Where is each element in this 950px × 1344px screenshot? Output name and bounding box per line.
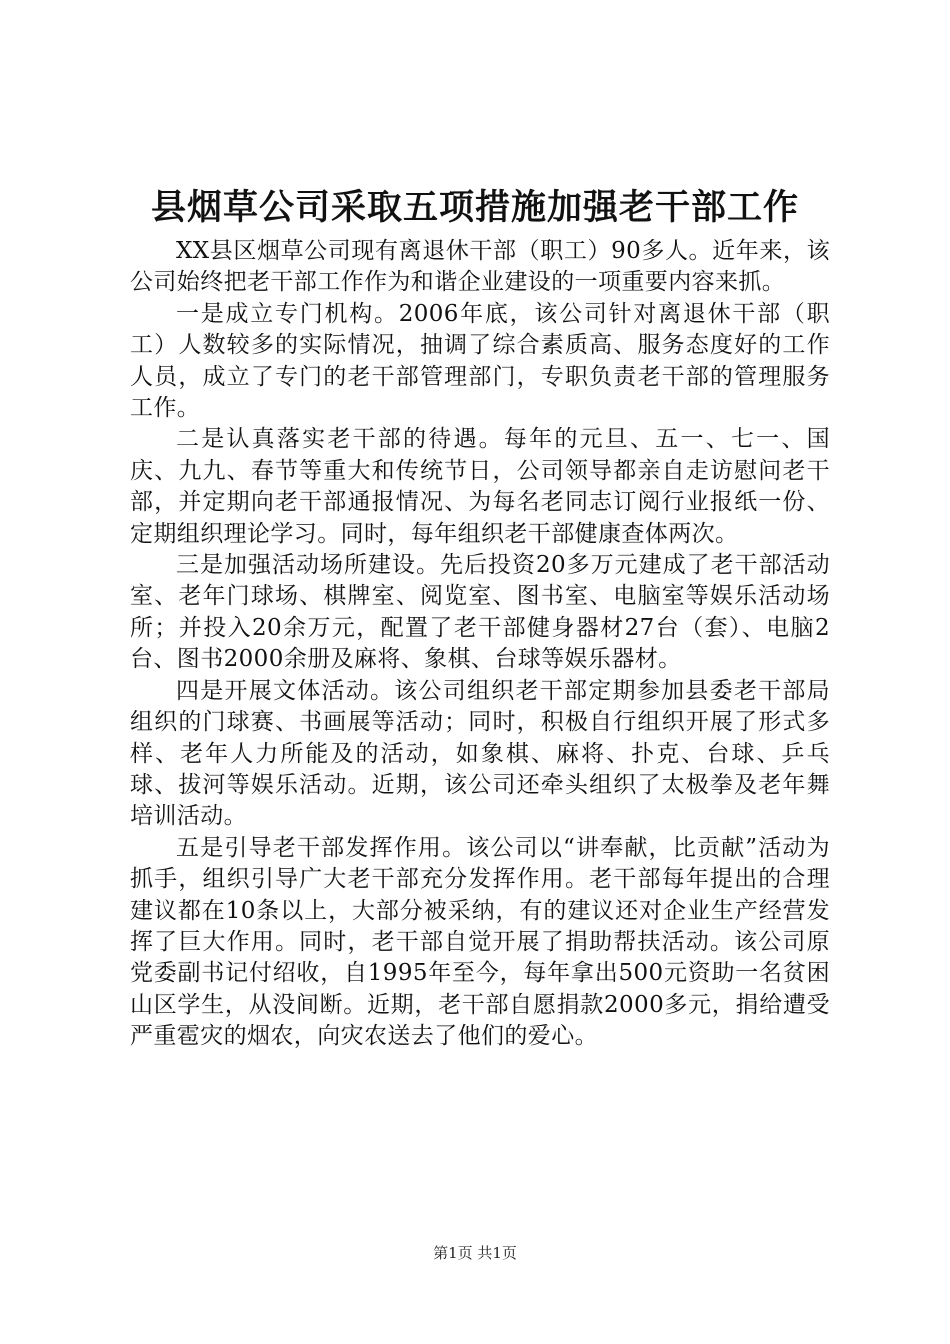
paragraph-measure-1: 一是成立专门机构。2006年底，该公司针对离退休干部（职工）人数较多的实际情况，抽调了综合素质高、服务态度好的工作人员，成立了专门的老干部管理部门，专职负责老干部的管理服务工作。 xyxy=(130,300,830,422)
paragraph-intro: XX县区烟草公司现有离退休干部（职工）90多人。近年来，该公司始终把老干部工作作为和谐企业建设的一项重要内容来抓。 xyxy=(130,238,830,296)
paragraph-measure-3: 三是加强活动场所建设。先后投资20多万元建成了老干部活动室、老年门球场、棋牌室、阅览室、图书室、电脑室等娱乐活动场所；并投入20余万元，配置了老干部健身器材27台（套）、电脑2台、图书2000余册及麻将、象棋、台球等娱乐器材。 xyxy=(130,552,830,673)
paragraph-measure-5: 五是引导老干部发挥作用。该公司以“讲奉献，比贡献”活动为抓手，组织引导广大老干部充分发挥作用。老干部每年提出的合理建议都在10条以上，大部分被采纳，有的建议还对企业生产经营发挥了巨大作用。同时，老干部自觉开展了捐助帮扶活动。该公司原党委副书记付绍收，自1995年至今，每年拿出500元资助一名贫困山区学生，从没间断。近期，老干部自愿捐款2000多元，捐给遭受严重雹灾的烟农，向灾农送去了他们的爱心。 xyxy=(130,834,830,1050)
paragraph-measure-4: 四是开展文体活动。该公司组织老干部定期参加县委老干部局组织的门球赛、书画展等活动；同时，积极自行组织开展了形式多样、老年人力所能及的活动，如象棋、麻将、扑克、台球、乒乓球、拔河等娱乐活动。近期，该公司还牵头组织了太极拳及老年舞培训活动。 xyxy=(130,677,830,830)
document-title: 县烟草公司采取五项措施加强老干部工作 xyxy=(150,187,799,228)
page-footer: 第1页 共1页 xyxy=(433,1244,517,1262)
paragraph-measure-2: 二是认真落实老干部的待遇。每年的元旦、五一、七一、国庆、九九、春节等重大和传统节日，公司领导都亲自走访慰问老干部，并定期向老干部通报情况、为每名老同志订阅行业报纸一份、定期组织理论学习。同时，每年组织老干部健康查体两次。 xyxy=(130,426,830,547)
document-body xyxy=(130,236,830,1053)
